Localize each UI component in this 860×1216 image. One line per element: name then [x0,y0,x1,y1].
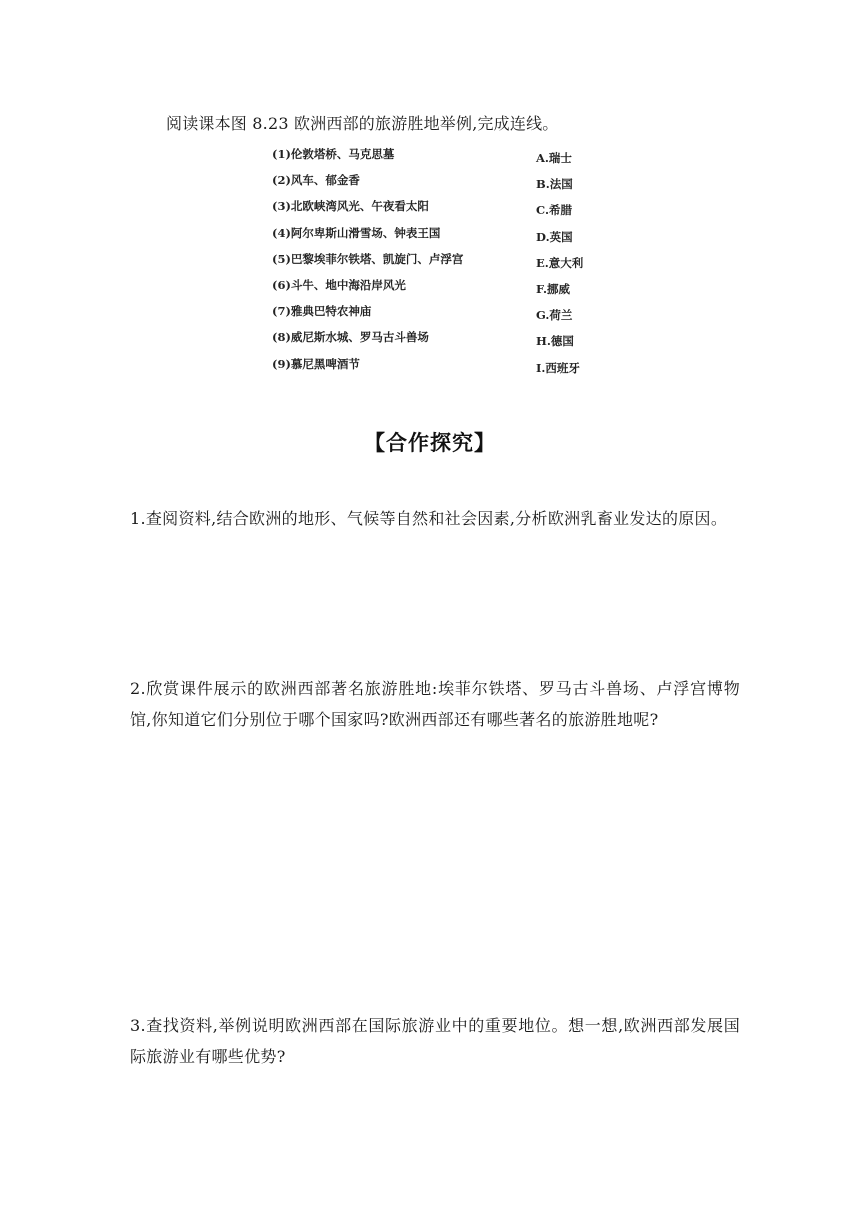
matching-row [272,251,612,277]
matching-exercise [272,146,612,382]
question-1: 1.查阅资料,结合欧洲的地形、气候等自然和社会因素,分析欧洲乳畜业发达的原因。 [130,509,728,528]
matching-row [272,356,612,382]
question-3: 3.查找资料,举例说明欧洲西部在国际旅游业中的重要地位。想一想,欧洲西部发展国际旅游业有哪些优势? [130,1016,740,1066]
country-item: C.希腊 [536,203,572,218]
attraction-item: (5)巴黎埃菲尔铁塔、凯旋门、卢浮宫 [272,251,464,266]
attraction-item: (2)风车、郁金香 [272,173,360,188]
attraction-item: (4)阿尔卑斯山滑雪场、钟表王国 [272,225,441,240]
country-item: H.德国 [536,334,574,349]
question-2: 2.欣赏课件展示的欧洲西部著名旅游胜地:埃菲尔铁塔、罗马古斗兽场、卢浮宫博物馆,你知道它们分别位于哪个国家吗?欧洲西部还有哪些著名的旅游胜地呢? [130,679,740,729]
matching-row [272,198,612,224]
attraction-item: (3)北欧峡湾风光、午夜看太阳 [272,199,429,214]
intro-instruction: 阅读课本图 8.23 欧洲西部的旅游胜地举例,完成连线。 [166,114,559,133]
country-item: A.瑞士 [536,151,572,165]
country-item: E.意大利 [536,255,584,270]
attraction-item: (8)威尼斯水城、罗马古斗兽场 [272,330,429,345]
attraction-item: (9)慕尼黑啤酒节 [272,356,360,371]
country-item: B.法国 [536,177,573,192]
matching-row [272,277,612,303]
country-item: G.荷兰 [536,308,573,323]
country-item: F.挪威 [536,281,571,296]
attraction-item: (7)雅典巴特农神庙 [272,304,372,319]
attraction-item: (1)伦敦塔桥、马克思墓 [272,147,395,161]
matching-row [272,303,612,329]
matching-row [272,329,612,355]
section-title: 【合作探究】 [364,431,496,455]
matching-row [272,172,612,198]
attraction-item: (6)斗牛、地中海沿岸风光 [272,277,406,292]
country-item: D.英国 [536,229,573,244]
matching-row [272,225,612,251]
country-item: I.西班牙 [536,360,580,375]
matching-row [272,146,612,172]
